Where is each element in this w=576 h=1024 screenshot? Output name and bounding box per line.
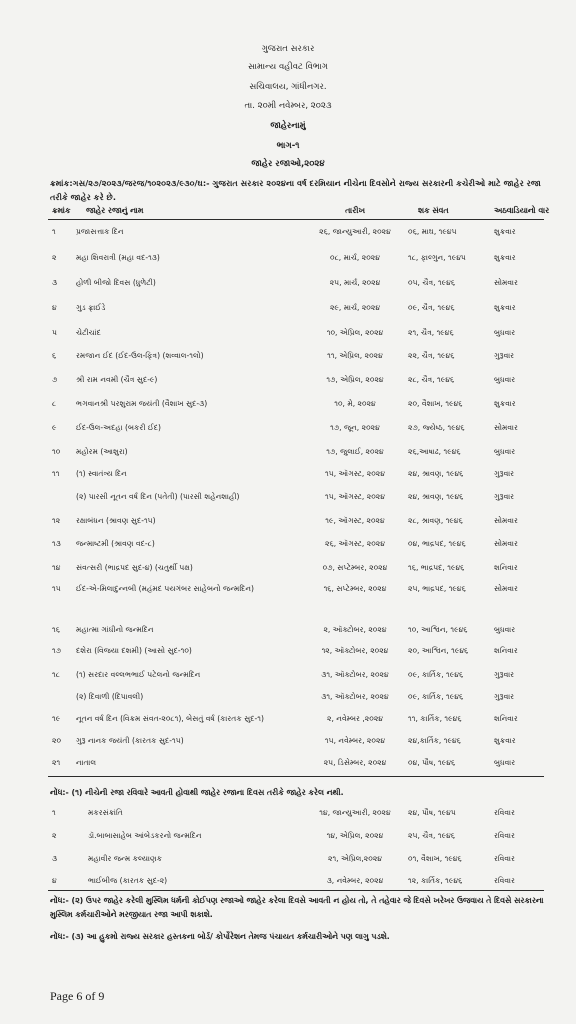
holiday-saka-date: ૧૮, ફાલ્ગુન, ૧૯૪૫ [408, 253, 466, 262]
holiday-number: ૯ [52, 423, 57, 432]
sunday-holiday-number: ૩ [52, 854, 58, 863]
table-header [0, 204, 576, 218]
holiday-weekday: શુક્રવાર [494, 303, 516, 312]
holiday-saka-date: ૦૯, કાર્તિક, ૧૯૪૬ [408, 692, 464, 701]
holiday-date: ૧૬, સપ્ટેમ્બર, ૨૦૨૪ [323, 584, 387, 593]
table-row [0, 852, 576, 866]
holiday-name: મહોરમ (આશુરા) [76, 447, 128, 456]
sunday-table-rule [48, 890, 544, 891]
note-1: નોંધ:- (૧) નીચેની રજા રવિવારે આવતી હોવાથી જાહેર રજાના દિવસ તરીકે જાહેર કરેલ નથી. [50, 788, 344, 797]
sunday-holiday-number: ૨ [52, 831, 57, 840]
holiday-saka-date: ૧૬, ભાદ્રપદ, ૧૯૪૬ [408, 563, 465, 572]
holiday-date: ૨૫, માર્ચ, ૨૦૨૪ [329, 278, 381, 287]
sunday-holiday-date: ૧૪, એપ્રિલ, ૨૦૨૪ [326, 831, 384, 840]
holiday-name: સંવત્સરી (ભાદ્રપદ સુદ-૪) (ચતુર્થી પક્ષ) [76, 563, 193, 572]
sunday-holiday-saka-date: ૨૫, ચૈત્ર, ૧૯૪૬ [408, 831, 456, 840]
holiday-date: ૨૬, જાન્યુઆરી, ૨૦૨૪ [319, 227, 391, 236]
table-row [0, 712, 576, 726]
holiday-name: ગુડ ફ્રાઈડે [76, 303, 106, 312]
holiday-saka-date: ૦૯, કાર્તિક, ૧૯૪૬ [408, 670, 464, 679]
holiday-date: ૨, નવેમ્બર ,૨૦૨૪ [327, 714, 383, 723]
table-row [0, 397, 576, 411]
holiday-number: ૪ [52, 303, 57, 312]
holiday-saka-date: ૦૪, પૌષ, ૧૯૪૬ [408, 758, 456, 767]
page-number: Page 6 of 9 [50, 989, 105, 1003]
table-row [0, 373, 576, 387]
sunday-holiday-weekday: રવિવાર [494, 854, 515, 863]
table-row [0, 326, 576, 340]
holiday-date: ૨૫, ડિસેમ્બર, ૨૦૨૪ [323, 758, 387, 767]
holiday-weekday: ગુરૂવાર [494, 469, 515, 478]
holiday-number: ૧૯ [52, 714, 61, 723]
holiday-weekday: બુધવાર [494, 758, 516, 767]
holiday-saka-date: ૨૪,કાર્તિક, ૧૯૪૬ [408, 736, 461, 745]
holiday-saka-date: ૧૦, આશ્વિન, ૧૯૪૬ [408, 625, 468, 634]
holiday-name: રક્ષાબંધન (શ્રાવણ સુદ-૧૫) [76, 516, 156, 525]
holiday-date: ૨, ઑક્ટોબર, ૨૦૨૪ [323, 625, 387, 634]
holiday-number: ૧૬ [52, 625, 60, 634]
holiday-number: ૧ [52, 227, 56, 236]
holiday-name: ઈદ-ઉલ-અદહા (બકરી ઈદ) [76, 423, 162, 432]
holiday-weekday: સોમવાર [494, 539, 518, 548]
holiday-weekday: શનિવાર [494, 714, 518, 723]
holiday-weekday: શુક્રવાર [494, 253, 516, 262]
table-row [0, 445, 576, 459]
holiday-number: ૨ [52, 253, 57, 262]
holiday-weekday: બુધવાર [494, 447, 516, 456]
holiday-weekday: સોમવાર [494, 278, 518, 287]
holiday-weekday: સોમવાર [494, 516, 518, 525]
table-row [0, 467, 576, 481]
holiday-weekday: ગુરૂવાર [494, 670, 515, 679]
holiday-name: નાતાલ [76, 758, 97, 767]
note-2: નોંધ:- (૨) ઉપર જાહેર કરેલી મુસ્લિમ ધર્મની કોઈપણ રજાઓ જાહેર કરેલા દિવસે આવતી ન હોય તો, તે તહેવાર જે દિવસે ખરેખર ઉજવાય તે દિવસે સરકારના મુસ્લિમ કર્મચારીઓને મરજીયાત રજા આપી શકાશે. [50, 896, 544, 919]
holiday-date: ૨૯, માર્ચ, ૨૦૨૪ [329, 303, 381, 312]
table-row [0, 734, 576, 748]
holiday-name: (૧) સરદાર વલ્લભભાઈ પટેલનો જન્મદિન [76, 670, 201, 679]
holiday-date: ૧૫, ઑગસ્ટ, ૨૦૨૪ [325, 469, 385, 478]
holiday-saka-date: ૨૫, ભાદ્રપદ, ૧૯૪૬ [408, 584, 466, 593]
holiday-weekday: શુક્રવાર [494, 736, 516, 745]
holiday-date: ૧૦, મે, ૨૦૨૪ [334, 399, 376, 408]
holiday-number: ૩ [52, 278, 58, 287]
holiday-weekday: ગુરૂવાર [494, 492, 515, 501]
subject-title: જાહેર રજાઓ,૨૦૨૪ [251, 159, 325, 169]
holiday-date: ૩૧, ઑક્ટોબર, ૨૦૨૪ [321, 692, 389, 701]
table-row [0, 276, 576, 290]
holiday-name: ઈદ-એ-મિલાદુન્નબી (મહંમદ પયગંબર સાહેબનો જન્મદિન) [76, 584, 254, 593]
holiday-saka-date: ૨૮, શ્રાવણ, ૧૯૪૬ [408, 516, 463, 525]
sunday-holiday-date: ૧૪, જાન્યુઆરી, ૨૦૨૪ [319, 808, 391, 817]
holiday-number: ૨૧ [52, 758, 61, 767]
holiday-number: ૧૮ [52, 670, 60, 679]
holiday-name: ચેટીચાંદ [76, 328, 101, 337]
holiday-saka-date: ૨૬,આષાઢ, ૧૯૪૬ [408, 447, 461, 456]
table-row [0, 582, 576, 596]
holiday-date: ૧૭, જુલાઈ, ૨૦૨૪ [326, 447, 384, 456]
holiday-number: ૧૦ [52, 447, 61, 456]
holiday-name: રમજાન ઈદ (ઈદ-ઉલ-ફિત્ર) (શવ્વાલ-૧લો) [76, 351, 204, 360]
sunday-holiday-number: ૪ [52, 876, 57, 885]
holiday-weekday: ગુરૂવાર [494, 351, 515, 360]
holiday-number: ૮ [52, 399, 57, 408]
holiday-name: (૨) પારસી નૂતન વર્ષ દિન (પતેતી) (પારસી શહેનશાહી) [76, 492, 240, 501]
holiday-weekday: બુધવાર [494, 625, 516, 634]
holiday-date: ૧૯, ઑગસ્ટ, ૨૦૨૪ [325, 516, 385, 525]
holiday-number: ૫ [52, 328, 57, 337]
sunday-holiday-saka-date: ૦૧, વૈશાખ, ૧૯૪૬ [408, 854, 462, 863]
holiday-date: ૧૨, ઑક્ટોબર, ૨૦૨૪ [321, 646, 389, 655]
table-row [0, 537, 576, 551]
holiday-number: ૧૨ [52, 516, 61, 525]
holiday-name: ભગવાનશ્રી પરશુરામ જયંતી (વૈશાખ સુદ-૩) [76, 399, 208, 408]
department-name: સામાન્ય વહીવટ વિભાગ [248, 62, 328, 72]
holiday-saka-date: ૨૪, શ્રાવણ, ૧૯૪૬ [408, 469, 464, 478]
part-title: ભાગ-૧ [276, 141, 300, 151]
holiday-date: ૧૫, ઑગસ્ટ, ૨૦૨૪ [325, 492, 385, 501]
col-header-date: તારીખ [345, 206, 365, 215]
table-row [0, 251, 576, 265]
table-row [0, 490, 576, 504]
issue-date: તા. ૨૦મી નવેમ્બર, ૨૦૨૩ [244, 101, 332, 111]
holiday-saka-date: ૨૭, જ્યેષ્ઠ, ૧૯૪૬ [408, 423, 465, 432]
table-row [0, 561, 576, 575]
sunday-holiday-date: ૨૧, એપ્રિલ,૨૦૨૪ [327, 854, 382, 863]
holiday-number: ૬ [52, 351, 57, 360]
sunday-holiday-saka-date: ૧૨, કાર્તિક, ૧૯૪૬ [408, 876, 463, 885]
holiday-saka-date: ૨૨, ચૈત્ર, ૧૯૪૬ [408, 351, 455, 360]
col-header-day: અઠવાડિયાનો વાર [494, 206, 550, 215]
holiday-saka-date: ૨૮, ચૈત્ર, ૧૯૪૬ [408, 375, 455, 384]
sunday-holiday-name: ડૉ.બાબાસાહેબ આંબેડકરનો જન્મદિન [88, 831, 202, 840]
sunday-holiday-name: ભાઈબીજ (કારતક સુદ-૨) [88, 876, 168, 885]
holiday-saka-date: ૦૯, ચૈત્ર, ૧૯૪૬ [408, 303, 455, 312]
holiday-name: (૧) સ્વાતંત્ર્ય દિન [76, 469, 127, 478]
holiday-name: મહા શિવરાત્રી (મહા વદ-૧૩) [76, 253, 160, 262]
table-row [0, 690, 576, 704]
holiday-weekday: શનિવાર [494, 646, 518, 655]
col-header-saka: શક સંવત [418, 206, 449, 215]
table-row [0, 514, 576, 528]
holiday-number: ૧૭ [52, 646, 61, 655]
holiday-name: જન્માષ્ટમી (શ્રાવણ વદ-૮) [76, 539, 155, 548]
holiday-date: ૧૭, જૂન, ૨૦૨૪ [330, 423, 380, 432]
holiday-number: ૧૩ [52, 539, 61, 548]
holiday-weekday: શુક્રવાર [494, 227, 516, 236]
holiday-weekday: ગુરૂવાર [494, 692, 515, 701]
holiday-date: ૧૭, એપ્રિલ, ૨૦૨૪ [326, 375, 384, 384]
holiday-saka-date: ૨૪, શ્રાવણ, ૧૯૪૬ [408, 492, 464, 501]
holiday-saka-date: ૨૧, ચૈત્ર, ૧૯૪૬ [408, 328, 454, 337]
holiday-name: દશેરા (વિજયા દશમી) (આસો સુદ-૧૦) [76, 646, 192, 655]
sunday-holiday-name: મહાવીર જન્મ કલ્યાણક [88, 854, 162, 863]
sunday-holiday-date: ૩, નવેમ્બર, ૨૦૨૪ [326, 876, 384, 885]
table-row [0, 301, 576, 315]
table-row [0, 756, 576, 770]
sunday-holiday-saka-date: ૨૪, પૌષ, ૧૯૪૫ [408, 808, 456, 817]
holiday-date: ૧૧, એપ્રિલ, ૨૦૨૪ [327, 351, 383, 360]
holiday-name: પ્રજાસત્તાક દિન [76, 227, 124, 236]
holiday-date: ૨૬, ઑગસ્ટ, ૨૦૨૪ [325, 539, 385, 548]
holiday-weekday: સોમવાર [494, 423, 518, 432]
table-row [0, 829, 576, 843]
holiday-weekday: બુધવાર [494, 328, 516, 337]
holiday-date: ૩૧, ઑક્ટોબર, ૨૦૨૪ [321, 670, 389, 679]
holiday-name: હોળી બીજો દિવસ (ધુળેટી) [76, 278, 156, 287]
sunday-holiday-weekday: રવિવાર [494, 808, 515, 817]
holiday-saka-date: ૦૫, ચૈત્ર, ૧૯૪૬ [408, 278, 456, 287]
holiday-saka-date: ૨૦, આશ્વિન, ૧૯૪૬ [408, 646, 469, 655]
table-row [0, 225, 576, 239]
table-row [0, 623, 576, 637]
holiday-number: ૧૫ [52, 584, 61, 593]
header-rule [48, 219, 544, 220]
col-header-name: જાહેર રજાનું નામ [86, 206, 144, 215]
table-row [0, 421, 576, 435]
holiday-weekday: બુધવાર [494, 375, 516, 384]
holiday-date: ૧૫, નવેમ્બર, ૨૦૨૪ [324, 736, 386, 745]
table-end-rule [48, 776, 544, 777]
holiday-weekday: શનિવાર [494, 563, 518, 572]
table-row [0, 349, 576, 363]
holiday-saka-date: ૨૦, વૈશાખ, ૧૯૪૬ [408, 399, 463, 408]
holiday-date: ૧૦, એપ્રિલ, ૨૦૨૪ [326, 328, 384, 337]
holiday-date: ૦૮, માર્ચ, ૨૦૨૪ [330, 253, 380, 262]
table-row [0, 668, 576, 682]
holiday-name: ગુરૂ નાનક જયંતી (કારતક સુદ-૧૫) [76, 736, 184, 745]
holiday-number: ૧૧ [52, 469, 60, 478]
intro-paragraph: ક્રમાંક:ગસ/૨૭/૨૦૨૩/જરજ/૧૦૨૦૨૩/૯૩૦/ઘ:- ગુજરાત સરકાર ૨૦૨૪ના વર્ષ દરમિયાન નીચેના દિવસોને રાજ્ય સરકારની કચેરીઓ માટે જાહેર રજા તરીકે જાહેર કરે છે. [50, 178, 542, 202]
holiday-name: મહાત્મા ગાંધીનો જન્મદિન [76, 625, 154, 634]
holiday-name: (૨) દિવાળી (દિપાવલી) [76, 692, 144, 701]
holiday-weekday: શુક્રવાર [494, 399, 516, 408]
notice-title: જાહેરનામું [270, 121, 306, 131]
sunday-holiday-name: મકરસંક્રાંતિ [88, 808, 123, 817]
holiday-number: ૭ [52, 375, 58, 384]
note-3: નોંધ:- (૩) આ હુકમો રાજ્ય સરકાર હસ્તકના બોર્ડ/ કોર્પોરેશન તેમજ પંચાયત કર્મચારીઓને પણ લાગુ પડશે. [50, 932, 390, 941]
govt-name: ગુજરાત સરકાર [261, 44, 315, 54]
holiday-saka-date: ૦૬, માઘ, ૧૯૪૫ [408, 227, 457, 236]
holiday-number: ૨૦ [52, 736, 62, 745]
table-row [0, 874, 576, 888]
holiday-name: નૂતન વર્ષ દિન (વિક્રમ સંવત-૨૦૮૧), બેસતું વર્ષ (કારતક સુદ-૧) [76, 714, 264, 723]
col-header-num: ક્રમાંક [52, 206, 71, 215]
holiday-saka-date: ૦૪, ભાદ્રપદ, ૧૯૪૬ [408, 539, 466, 548]
place: સચિવાલય, ગાંધીનગર. [249, 82, 327, 92]
sunday-holiday-weekday: રવિવાર [494, 876, 515, 885]
holiday-weekday: સોમવાર [494, 584, 518, 593]
sunday-holiday-weekday: રવિવાર [494, 831, 515, 840]
holiday-number: ૧૪ [52, 563, 61, 572]
holiday-name: શ્રી રામ નવમી (ચૈત્ર સુદ-૯) [76, 375, 158, 384]
sunday-holiday-number: ૧ [52, 808, 56, 817]
table-row [0, 644, 576, 658]
holiday-saka-date: ૧૧, કાર્તિક, ૧૯૪૬ [408, 714, 462, 723]
table-row [0, 806, 576, 820]
holiday-date: ૦૭, સપ્ટેમ્બર, ૨૦૨૪ [322, 563, 388, 572]
